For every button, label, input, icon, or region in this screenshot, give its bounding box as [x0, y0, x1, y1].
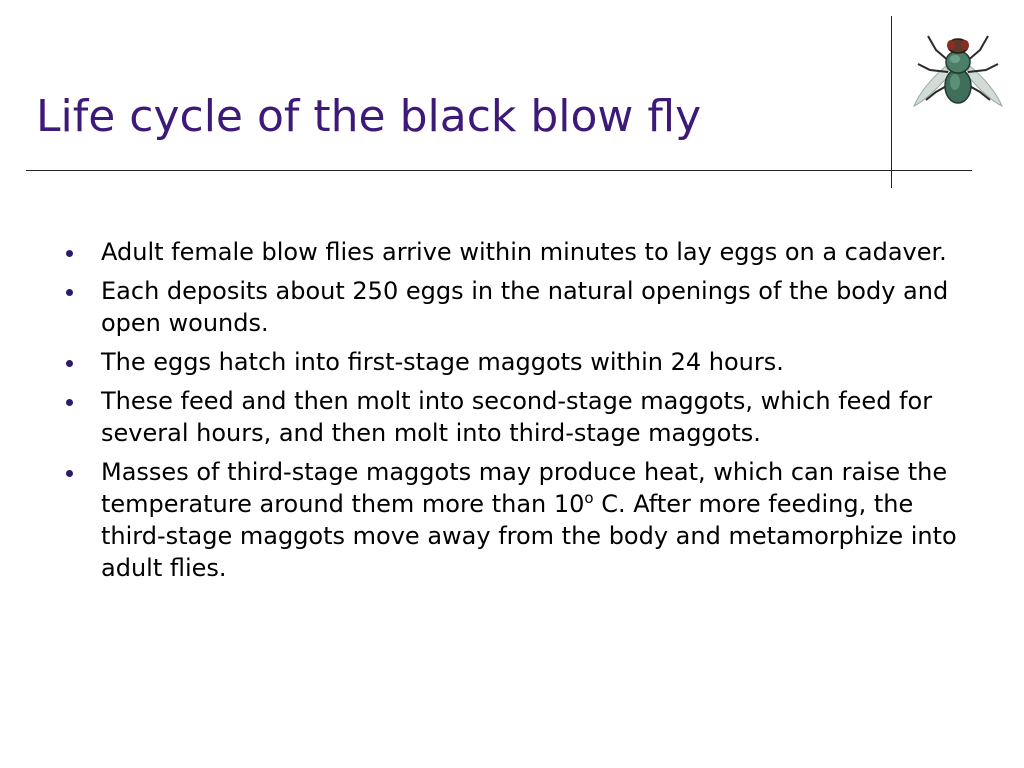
- bullet-text: These feed and then molt into second-stage maggots, which feed for several hours, and then molt into third-stage maggots.: [101, 387, 933, 447]
- list-item: [66, 236, 966, 268]
- bullet-text: Each deposits about 250 eggs in the natural openings of the body and open wounds.: [101, 277, 949, 337]
- degree-symbol: o: [584, 489, 594, 507]
- list-item: [66, 456, 966, 584]
- list-item: [66, 385, 966, 449]
- horizontal-divider: [26, 170, 972, 171]
- vertical-divider: [891, 16, 892, 188]
- bullet-dot-icon: [66, 360, 73, 367]
- blow-fly-icon: [906, 26, 1010, 112]
- list-item: [66, 346, 966, 378]
- slide-title: Life cycle of the black blow fly: [36, 91, 702, 142]
- bullet-dot-icon: [66, 399, 73, 406]
- bullet-dot-icon: [66, 250, 73, 257]
- bullet-dot-icon: [66, 289, 73, 296]
- bullet-text: The eggs hatch into first-stage maggots within 24 hours.: [101, 348, 784, 376]
- bullet-text-part: Masses of third-stage maggots may produce heat, which can raise the temperature around them more than 10: [101, 458, 948, 518]
- list-item: [66, 275, 966, 339]
- bullet-text: Adult female blow flies arrive within minutes to lay eggs on a cadaver.: [101, 238, 947, 266]
- bullet-list: [66, 236, 966, 591]
- bullet-text-part: C. After more feeding, the third-stage maggots move away from the body and metamorphize into adult flies.: [101, 490, 957, 582]
- bullet-dot-icon: [66, 470, 73, 477]
